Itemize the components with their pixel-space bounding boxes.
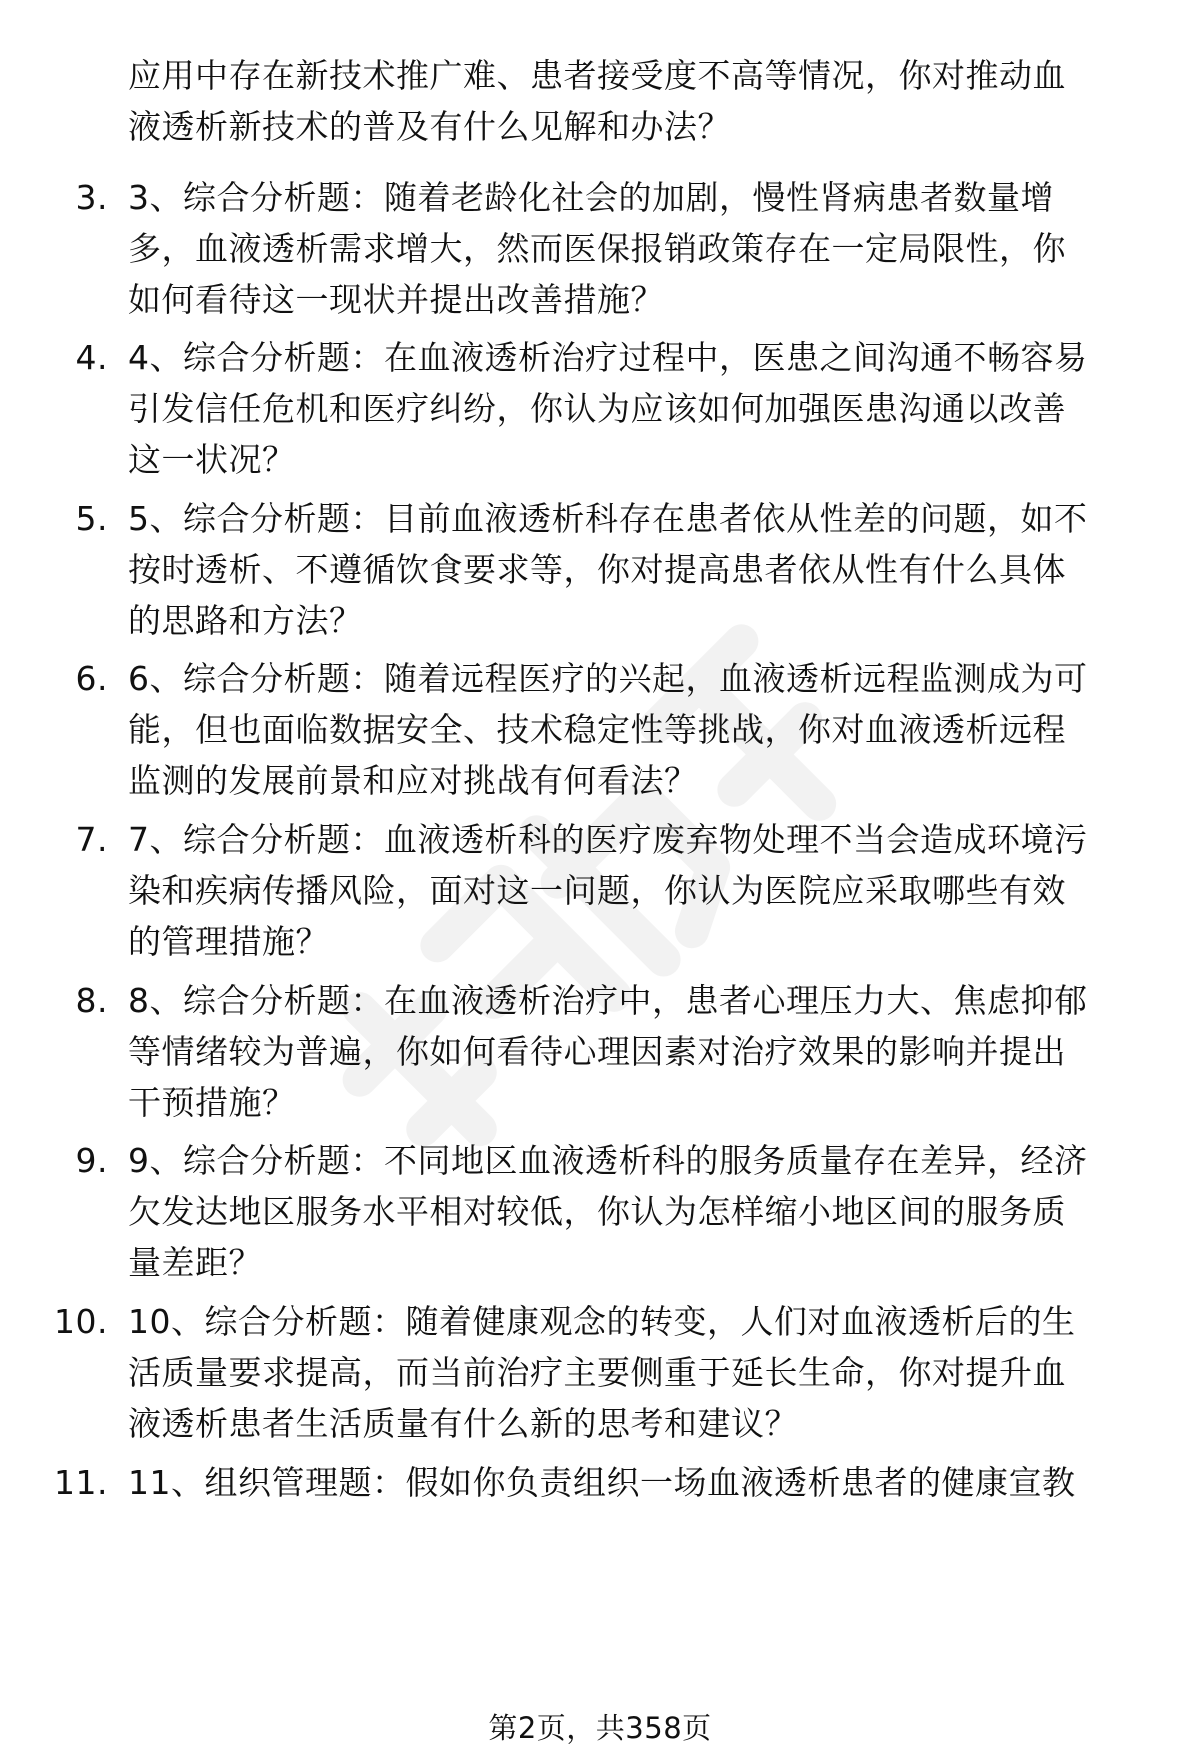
text-line: 3、综合分析题：随着老龄化社会的加剧，慢性肾病患者数量增 — [128, 178, 1054, 217]
text-line: 等情绪较为普遍，你如何看待心理因素对治疗效果的影响并提出 — [128, 1032, 1066, 1071]
text-line: 应用中存在新技术推广难、患者接受度不高等情况，你对推动血 — [128, 56, 1066, 95]
text-line: 6、综合分析题：随着远程医疗的兴起，血液透析远程监测成为可 — [128, 659, 1088, 698]
list-number: 6. — [75, 659, 108, 698]
text-line: 8、综合分析题：在血液透析治疗中，患者心理压力大、焦虑抑郁 — [128, 981, 1088, 1020]
text-line: 量差距？ — [128, 1243, 262, 1282]
question-text — [128, 653, 1168, 806]
text-line: 11、组织管理题：假如你负责组织一场血液透析患者的健康宣教 — [128, 1463, 1076, 1502]
text-line: 多，血液透析需求增大，然而医保报销政策存在一定局限性，你 — [128, 229, 1066, 268]
text-line: 能，但也面临数据安全、技术稳定性等挑战，你对血液透析远程 — [128, 710, 1066, 749]
list-number: 9. — [75, 1141, 108, 1180]
question-text — [128, 814, 1168, 967]
question-text — [128, 493, 1168, 646]
list-number: 7. — [75, 820, 108, 859]
text-line: 的思路和方法？ — [128, 601, 363, 640]
text-line: 引发信任危机和医疗纠纷，你认为应该如何加强医患沟通以改善 — [128, 389, 1066, 428]
text-line: 10、综合分析题：随着健康观念的转变，人们对血液透析后的生 — [128, 1302, 1076, 1341]
question-text — [128, 172, 1168, 325]
text-line: 干预措施？ — [128, 1083, 296, 1122]
text-line: 5、综合分析题：目前血液透析科存在患者依从性差的问题，如不 — [128, 499, 1088, 538]
list-number: 11. — [54, 1463, 108, 1502]
page-number-footer: 第2页，共358页 — [488, 1711, 712, 1745]
question-text — [128, 1135, 1168, 1288]
text-line: 按时透析、不遵循饮食要求等，你对提高患者依从性有什么具体 — [128, 550, 1066, 589]
text-line: 这一状况？ — [128, 440, 296, 479]
list-number: 5. — [75, 499, 108, 538]
question-text — [128, 332, 1168, 485]
text-line: 的管理措施？ — [128, 922, 329, 961]
list-number: 8. — [75, 981, 108, 1020]
text-line: 染和疾病传播风险，面对这一问题，你认为医院应采取哪些有效 — [128, 871, 1066, 910]
question-text — [128, 975, 1168, 1128]
text-line: 如何看待这一现状并提出改善措施？ — [128, 280, 664, 319]
list-number: 3. — [75, 178, 108, 217]
question-text — [128, 1296, 1168, 1449]
text-line: 欠发达地区服务水平相对较低，你认为怎样缩小地区间的服务质 — [128, 1192, 1066, 1231]
list-number: 4. — [75, 338, 108, 377]
text-line: 液透析患者生活质量有什么新的思考和建议？ — [128, 1404, 798, 1443]
text-line: 9、综合分析题：不同地区血液透析科的服务质量存在差异，经济 — [128, 1141, 1088, 1180]
question-text — [128, 1457, 1168, 1508]
list-number: 10. — [54, 1302, 108, 1341]
text-line: 7、综合分析题：血液透析科的医疗废弃物处理不当会造成环境污 — [128, 820, 1088, 859]
text-line: 活质量要求提高，而当前治疗主要侧重于延长生命，你对提升血 — [128, 1353, 1066, 1392]
text-line: 监测的发展前景和应对挑战有何看法？ — [128, 761, 698, 800]
text-line: 液透析新技术的普及有什么见解和办法？ — [128, 107, 731, 146]
text-line: 4、综合分析题：在血液透析治疗过程中，医患之间沟通不畅容易 — [128, 338, 1088, 377]
continuation-text — [128, 50, 1168, 152]
